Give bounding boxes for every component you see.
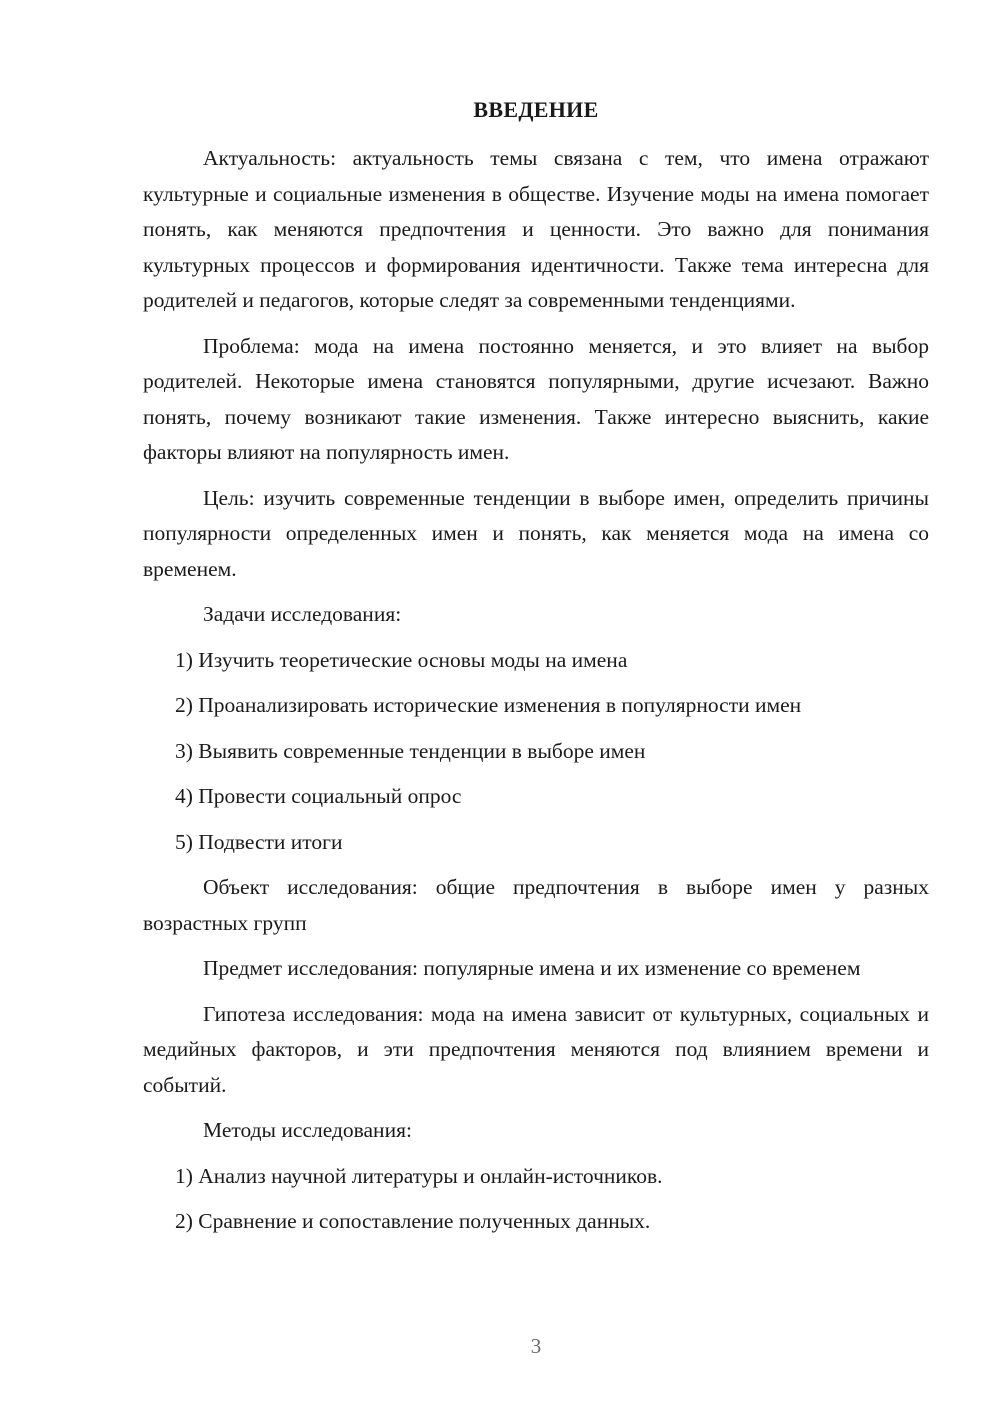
document-body bbox=[143, 141, 929, 1250]
subject-paragraph: Предмет исследования: популярные имена и их изменение со временем bbox=[203, 956, 861, 980]
tasks-heading: Задачи исследования: bbox=[203, 602, 402, 626]
problem-paragraph: Проблема: мода на имена постоянно меняется, и это влияет на выбор родителей. Некоторые имена становятся популярными, другие исчезают. Важно понять, почему возникают такие изменения. Также интересно выяснить, какие факторы влияют на популярность имен. bbox=[143, 333, 929, 464]
methods-heading: Методы исследования: bbox=[203, 1118, 412, 1142]
relevance-paragraph: Актуальность: актуальность темы связана с тем, что имена отражают культурные и социальные изменения в обществе. Изучение моды на имена помогает понять, как меняются предпочтения и ценности. Это важно для понимания культурных процессов и формирования идентичности. Также тема интересна для родителей и педагогов, которые следят за современными тенденциями. bbox=[143, 146, 929, 312]
page-number: 3 bbox=[530, 1334, 542, 1358]
tasks-list bbox=[143, 643, 929, 861]
list-item: 1) Изучить теоретические основы моды на имена bbox=[175, 647, 628, 672]
list-item: 5) Подвести итоги bbox=[175, 829, 343, 854]
list-item: 2) Сравнение и сопоставление полученных данных. bbox=[175, 1209, 651, 1233]
list-item: 1) Анализ научной литературы и онлайн-источников. bbox=[175, 1163, 663, 1188]
list-item: 4) Провести социальный опрос bbox=[175, 784, 462, 808]
goal-paragraph: Цель: изучить современные тенденции в выборе имен, определить причины популярности определенных имен и понять, как меняется мода на имена со временем. bbox=[143, 485, 929, 581]
methods-list bbox=[143, 1159, 929, 1240]
section-title: ВВЕДЕНИЕ bbox=[473, 97, 599, 122]
list-item: 2) Проанализировать исторические изменения в популярности имен bbox=[175, 693, 802, 717]
object-paragraph: Объект исследования: общие предпочтения в выборе имен у разных возрастных групп bbox=[143, 875, 929, 935]
list-item: 3) Выявить современные тенденции в выборе имен bbox=[175, 738, 646, 763]
hypothesis-paragraph: Гипотеза исследования: мода на имена зависит от культурных, социальных и медийных факторов, и эти предпочтения меняются под влиянием времени и событий. bbox=[143, 1001, 929, 1097]
